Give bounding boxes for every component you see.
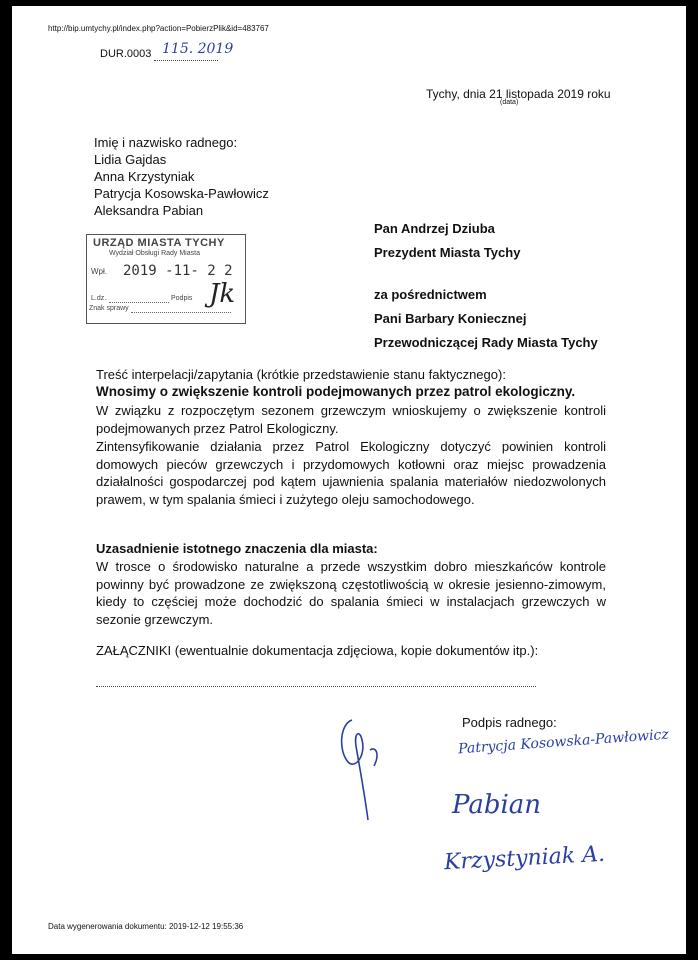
stamp-signature-label: Podpis (171, 295, 193, 302)
stamp-subtitle: Wydział Obsługi Rady Miasta (109, 250, 200, 257)
stamp-initials: Jk (209, 279, 236, 309)
generated-timestamp: Data wygenerowania dokumentu: 2019-12-12 19:55:36 (48, 922, 244, 931)
signature-kosowska: Patrycja Kosowska-Pawłowicz (457, 726, 670, 758)
reference-dotted-line (154, 60, 218, 61)
author-name: Aleksandra Pabian (94, 203, 204, 218)
stamp-ldz-label: L.dz. (91, 295, 107, 302)
stamp-ref-line (131, 312, 231, 313)
source-url: http://bip.umtychy.pl/index.php?action=PobierzPlik&id=483767 (48, 24, 269, 33)
stamp-ldz-line (109, 302, 169, 303)
paragraph-2: Zintensyfikowanie działania przez Patrol Ekologiczny dotyczyć powinien kontroli domowych pieców grzewczych i przydomowych kotłowni oraz miejsc prowadzenia działalności gospodarczej pod kątem ujawnienia spalania materiałów niedozwolonych prawem, w tym spalania śmieci i zużytego oleju samochodowego. (96, 439, 606, 507)
subject-heading: Wnosimy o zwiększenie kontroli podejmowanych przez patrol ekologiczny. (96, 384, 576, 399)
stamp-received-label: Wpł. (91, 267, 107, 276)
date-line: Tychy, dnia 21 listopada 2019 roku (426, 87, 611, 101)
recipient-title: Prezydent Miasta Tychy (374, 245, 521, 260)
document-page (12, 6, 686, 954)
content-intro-label: Treść interpelacji/zapytania (krótkie przedstawienie stanu faktycznego): (96, 367, 506, 382)
paragraph-1: W związku z rozpoczętym sezonem grzewczym wnioskujemy o zwiększenie kontroli podejmowanych przez Patrol Ekologiczny. (96, 403, 606, 436)
recipient-via-name: Pani Barbary Koniecznej (374, 311, 527, 326)
date-caption: (data) (500, 99, 519, 106)
recipient-via: za pośrednictwem (374, 287, 487, 302)
recipient-name: Pan Andrzej Dziuba (374, 221, 495, 236)
justification-text: W trosce o środowisko naturalne a przede wszystkim dobro mieszkańców kontrole powinny być prowadzone ze zwiększoną częstotliwością w okresie jesienno-zimowym, kiedy to częściej może dochodzić do spalania śmieci w instalacjach grzewczych w sezonie grzewczym. (96, 559, 606, 627)
reference-prefix: DUR.0003 (100, 48, 152, 60)
attachments-dotted-line (96, 686, 536, 687)
author-name: Anna Krzystyniak (94, 169, 195, 184)
author-name: Lidia Gajdas (94, 152, 167, 167)
stamp-received-date: 2019 -11- 2 2 (123, 263, 233, 279)
signature-label: Podpis radnego: (462, 715, 557, 730)
signature-pabian: Pabian (452, 790, 542, 820)
stamp-ref-label: Znak sprawy (89, 305, 129, 312)
reference-handwritten: 115. 2019 (162, 41, 234, 57)
signature-krzystyniak: Krzystyniak A. (443, 841, 606, 876)
authors-label: Imię i nazwisko radnego: (94, 135, 238, 150)
justification-heading: Uzasadnienie istotnego znaczenia dla miasta: (96, 541, 378, 556)
author-name: Patrycja Kosowska-Pawłowicz (94, 186, 269, 201)
stamp-title: URZĄD MIASTA TYCHY (93, 237, 225, 249)
attachments-label: ZAŁĄCZNIKI (ewentualnie dokumentacja zdjęciowa, kopie dokumentów itp.): (96, 643, 539, 658)
recipient-via-title: Przewodniczącej Rady Miasta Tychy (374, 335, 598, 350)
registry-stamp (86, 234, 246, 324)
signature-scribble (330, 710, 390, 830)
